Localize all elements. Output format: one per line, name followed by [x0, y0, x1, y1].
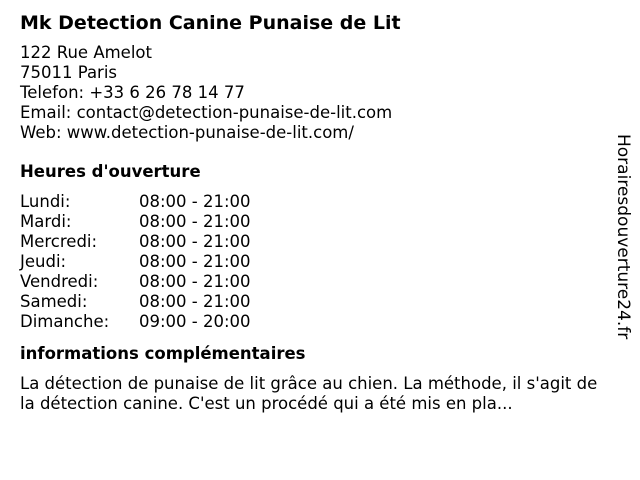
hours-row-mercredi: [20, 232, 610, 252]
hours-day: Mercredi:: [20, 232, 98, 251]
hours-time: 08:00 - 21:00: [139, 212, 251, 231]
hours-time: 09:00 - 20:00: [139, 312, 251, 331]
web-line: Web: www.detection-punaise-de-lit.com/: [20, 123, 354, 142]
hours-row-dimanche: [20, 312, 610, 332]
business-name: Mk Detection Canine Punaise de Lit: [20, 12, 401, 34]
hours-time: 08:00 - 21:00: [139, 192, 251, 211]
hours-time: 08:00 - 21:00: [139, 232, 251, 251]
contact-block: [20, 43, 610, 143]
hours-day: Lundi:: [20, 192, 71, 211]
hours-time: 08:00 - 21:00: [139, 252, 251, 271]
info-description: La détection de punaise de lit grâce au chien. La méthode, il s'agit de la détection canine. C'est un procédé qui a été mis en pla...: [20, 374, 598, 413]
hours-row-vendredi: [20, 272, 610, 292]
phone-line: Telefon: +33 6 26 78 14 77: [20, 83, 245, 102]
hours-row-lundi: [20, 192, 610, 212]
business-card: [20, 9, 610, 414]
site-watermark: Horairesdouverture24.fr: [613, 134, 633, 340]
street-address: 122 Rue Amelot: [20, 43, 152, 62]
hours-day: Samedi:: [20, 292, 88, 311]
hours-row-jeudi: [20, 252, 610, 272]
city-address: 75011 Paris: [20, 63, 118, 82]
hours-time: 08:00 - 21:00: [139, 272, 251, 291]
hours-day: Vendredi:: [20, 272, 99, 291]
hours-time: 08:00 - 21:00: [139, 292, 251, 311]
hours-table: [20, 192, 610, 332]
email-line: Email: contact@detection-punaise-de-lit.com: [20, 103, 393, 122]
info-heading: informations complémentaires: [20, 344, 306, 363]
hours-row-mardi: [20, 212, 610, 232]
hours-row-samedi: [20, 292, 610, 312]
hours-day: Jeudi:: [20, 252, 67, 271]
hours-day: Dimanche:: [20, 312, 110, 331]
hours-day: Mardi:: [20, 212, 72, 231]
hours-heading: Heures d'ouverture: [20, 162, 201, 181]
